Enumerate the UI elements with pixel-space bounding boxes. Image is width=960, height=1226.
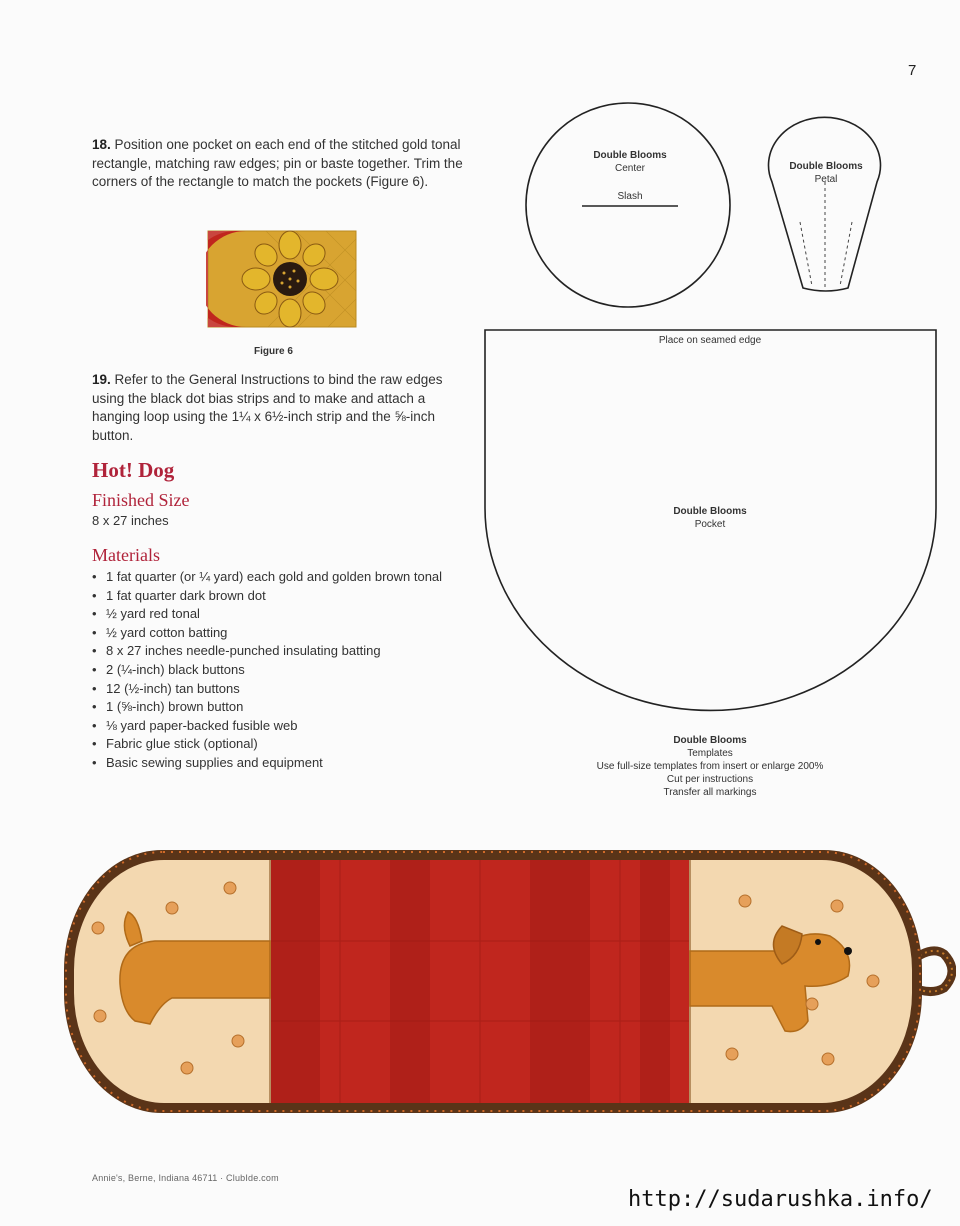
petal-template-label — [770, 160, 882, 186]
finished-size-heading: Finished Size — [92, 490, 190, 510]
center-template-label — [560, 149, 700, 175]
pocket-template-name: Pocket — [694, 519, 726, 530]
list-item: • 2 (¼-inch) black buttons — [92, 661, 492, 680]
step-19-text: Refer to the General Instructions to bind the raw edges using the black dot bias strips and to make and attach a hanging loop using the 1¼ x 6½-inch strip and the ⅝-inch button. — [92, 372, 443, 443]
list-item: • ⅛ yard paper-backed fusible web — [92, 717, 492, 736]
footer: Annie's, Berne, Indiana 46711 · ClubIde.com — [92, 1173, 279, 1183]
hot-dog-potholder-photo — [60, 846, 956, 1118]
list-item: • ½ yard red tonal — [92, 605, 492, 624]
finished-size-value: 8 x 27 inches — [92, 513, 169, 528]
list-item: • 12 (½-inch) tan buttons — [92, 680, 492, 699]
list-item: • 8 x 27 inches needle-punched insulating batting — [92, 642, 492, 661]
figure-6-caption: Figure 6 — [254, 346, 293, 357]
project-title: Hot! Dog — [92, 458, 175, 482]
list-item: • ½ yard cotton batting — [92, 624, 492, 643]
pocket-template-title: Double Blooms — [673, 506, 747, 517]
petal-template-name: Petal — [814, 174, 838, 185]
page-number: 7 — [908, 62, 917, 79]
list-item: • Basic sewing supplies and equipment — [92, 754, 492, 773]
pocket-template-label — [640, 505, 780, 531]
templates-caption-line: Cut per instructions — [666, 774, 754, 785]
templates-caption — [560, 734, 860, 799]
step-18-text: Position one pocket on each end of the stitched gold tonal rectangle, matching raw edges; pin or baste together. Trim the corners of the rectangle to match the pockets (Figure 6). — [92, 137, 463, 189]
step-18-number: 18. — [92, 137, 111, 152]
templates-caption-line: Use full-size templates from insert or enlarge 200% — [596, 761, 824, 772]
list-item: • Fabric glue stick (optional) — [92, 735, 492, 754]
list-item: • 1 fat quarter dark brown dot — [92, 587, 492, 606]
list-item: • 1 fat quarter (or ¼ yard) each gold and golden brown tonal — [92, 568, 492, 587]
pocket-edge-note: Place on seamed edge — [658, 335, 762, 346]
petal-template-title: Double Blooms — [789, 161, 863, 172]
slash-label: Slash — [617, 191, 643, 202]
center-template-outline — [526, 103, 730, 307]
center-template-title: Double Blooms — [593, 150, 667, 161]
petal-template-outline — [769, 117, 881, 291]
templates-caption-line: Transfer all markings — [663, 787, 757, 798]
list-item: • 1 (⅝-inch) brown button — [92, 698, 492, 717]
watermark: http://sudarushka.info/ — [628, 1187, 933, 1212]
materials-heading: Materials — [92, 545, 160, 565]
templates-caption-line: Templates — [687, 748, 733, 759]
center-template-name: Center — [614, 163, 645, 174]
step-19-number: 19. — [92, 372, 111, 387]
templates-caption-title: Double Blooms — [673, 735, 747, 746]
